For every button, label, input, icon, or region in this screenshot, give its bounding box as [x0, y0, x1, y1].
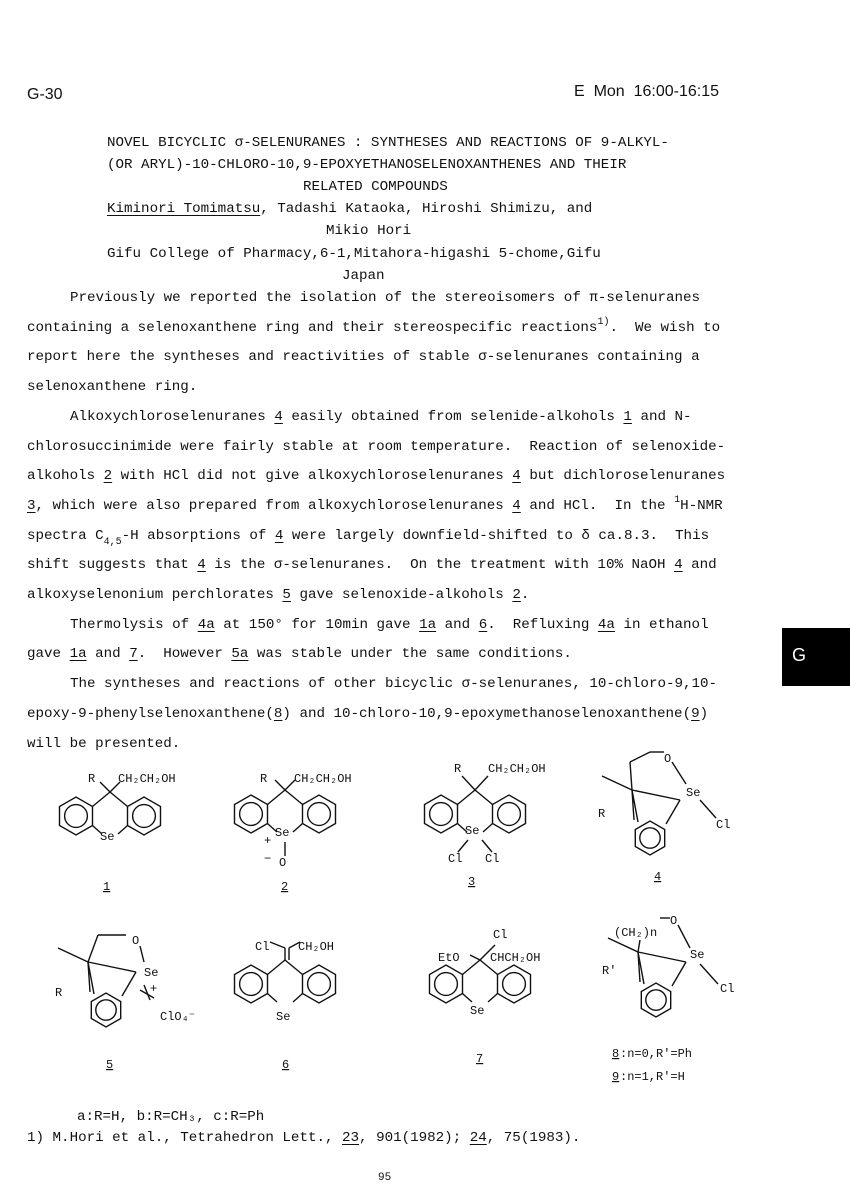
bond	[700, 964, 718, 984]
compound-ref: 2	[103, 468, 113, 485]
text-segment: and	[682, 557, 717, 574]
text-segment: . We wish to	[609, 319, 721, 336]
s1-se: Se	[100, 830, 115, 844]
bond	[110, 792, 128, 807]
bond	[482, 840, 492, 852]
text-segment: were largely downfield-shifted to δ ca.8.3. This	[283, 527, 710, 544]
bond	[293, 994, 303, 1003]
compound-ref: 1a	[69, 646, 87, 663]
bond	[58, 948, 88, 962]
s6-chain: CH₂OH	[298, 940, 335, 954]
reference-text: 1) M.Hori et al., Tetrahedron Lett.,	[27, 1130, 343, 1146]
text-segment: and HCl. In the	[520, 497, 675, 514]
text-segment: chlorosuccinimide were fairly stable at room temperature. Reaction of selenoxide-	[27, 438, 726, 455]
reference-text-3: , 75(1983).	[486, 1130, 581, 1146]
text-segment: and N-	[631, 408, 692, 425]
text-segment: spectra C	[27, 527, 104, 544]
bond	[462, 994, 472, 1003]
bond	[267, 960, 285, 975]
compound-ref: 4a	[597, 616, 615, 633]
bond	[672, 962, 686, 986]
bond	[630, 762, 632, 790]
s7-se: Se	[470, 1004, 485, 1018]
aromatic-circle	[646, 990, 666, 1010]
bond	[678, 925, 690, 948]
bond	[88, 962, 136, 972]
s2-o: O	[279, 856, 287, 870]
s1-r: R	[88, 772, 96, 786]
text-segment: 1)	[597, 316, 610, 328]
text-segment: -H absorptions of	[121, 527, 275, 544]
bond	[140, 946, 144, 962]
s2-se: Se	[275, 826, 290, 840]
bond	[475, 776, 488, 790]
compound-ref: 1a	[419, 616, 437, 633]
compound-ref: 4	[274, 527, 284, 544]
s5-anion: ClO₄⁻	[160, 1010, 196, 1024]
compound-ref: 4	[197, 557, 206, 574]
text-segment: alkoxyselenonium perchlorates	[27, 587, 283, 603]
text-segment: gave	[27, 646, 70, 663]
text-segment: Alkoxychloroselenuranes	[70, 408, 275, 425]
text-segment: easily obtained from selenide-alkohols	[282, 408, 624, 425]
s3-label: 3	[468, 875, 476, 889]
session-time: E Mon 16:00-16:15	[574, 83, 719, 100]
presenting-author: Kiminori Tomimatsu	[107, 201, 261, 217]
aromatic-circle	[133, 805, 156, 828]
s2-r: R	[260, 772, 268, 786]
reference-1	[27, 1130, 580, 1146]
text-segment: alkohols	[27, 468, 104, 485]
bond	[666, 800, 680, 824]
text-segment: but dichloroselenuranes	[520, 468, 726, 485]
s5-plus: +	[150, 982, 158, 996]
text-segment: at 150° for 10min gave	[214, 616, 420, 633]
bond	[602, 776, 632, 790]
aromatic-circle	[65, 805, 88, 828]
abstract-code: G-30	[27, 86, 63, 103]
text-segment: 4,5	[103, 536, 122, 548]
aromatic-circle	[308, 803, 331, 826]
text-segment: selenoxanthene ring.	[27, 379, 198, 396]
reference-text-2: , 901(1982);	[359, 1130, 470, 1146]
s3-cl2: Cl	[485, 852, 500, 866]
text-segment: . However	[137, 646, 232, 663]
compound-ref: 1	[623, 408, 632, 425]
bond	[483, 824, 493, 833]
affiliation-country: Japan	[342, 268, 385, 284]
s3-se: Se	[465, 824, 480, 838]
s5-se: Se	[144, 966, 159, 980]
s3-chain: CH₂CH₂OH	[488, 762, 546, 776]
bond	[285, 790, 303, 805]
text-segment: 1	[674, 494, 681, 506]
s89-r: R'	[602, 964, 617, 978]
s4-se: Se	[686, 786, 701, 800]
text-segment: Previously we reported the isolation of the stereoisomers of π-selenuranes	[70, 290, 701, 306]
aromatic-circle	[240, 973, 263, 996]
s9-definition: :n=1,R'=H	[620, 1070, 685, 1084]
text-segment: Thermolysis of	[70, 616, 198, 633]
text-segment: report here the syntheses and reactivities of stable σ-selenuranes containing a	[27, 349, 700, 366]
s9-label: 9	[612, 1070, 620, 1084]
section-tab-label: G	[792, 645, 807, 665]
compound-ref: 3	[27, 497, 36, 514]
bond	[638, 940, 640, 952]
s3-r: R	[454, 762, 462, 776]
s89-cl: Cl	[720, 982, 735, 996]
bond	[462, 776, 475, 790]
compound-ref: 4a	[197, 616, 215, 633]
s4-cl: Cl	[716, 818, 731, 832]
compound-ref: 9	[691, 705, 700, 722]
s2-label: 2	[281, 880, 289, 894]
bond	[270, 942, 285, 948]
text-segment: was stable under the same conditions.	[248, 646, 572, 663]
compound-ref: 4	[512, 468, 521, 485]
s3-cl1: Cl	[448, 852, 463, 866]
bond	[458, 840, 468, 852]
s89-o: O	[670, 914, 678, 928]
text-segment: , which were also prepared from alkoxychloroselenuranes	[35, 497, 513, 514]
author-last: Mikio Hori	[326, 223, 412, 239]
bond	[475, 790, 493, 805]
title-line-2: (OR ARYL)-10-CHLORO-10,9-EPOXYETHANOSELENOXANTHENES AND THEIR	[107, 157, 627, 173]
bond	[285, 960, 303, 975]
s2-plus: +	[264, 834, 272, 848]
s2-minus: −	[264, 852, 272, 866]
s5-label: 5	[106, 1058, 114, 1072]
bond	[267, 994, 277, 1003]
s5-r: R	[55, 986, 63, 1000]
compound-ref: 8	[273, 705, 283, 722]
s6-label: 6	[282, 1058, 290, 1072]
s8-label: 8	[612, 1047, 620, 1061]
s1-chain: CH₂CH₂OH	[118, 772, 176, 786]
aromatic-circle	[240, 803, 263, 826]
text-segment: shift suggests that	[27, 557, 198, 574]
co-authors: , Tadashi Kataoka, Hiroshi Shimizu, and	[260, 201, 593, 217]
text-segment: . Refluxing	[487, 616, 598, 633]
bond	[92, 792, 110, 807]
text-segment: H-NMR	[680, 497, 723, 514]
bond	[118, 826, 128, 835]
bond	[100, 782, 110, 792]
text-segment: with HCl did not give alkoxychloroselenuranes	[112, 468, 513, 485]
aromatic-circle	[640, 828, 660, 848]
bond	[275, 780, 285, 790]
bond	[632, 790, 634, 820]
title-line-3: RELATED COMPOUNDS	[303, 179, 448, 195]
bond	[488, 994, 498, 1003]
s5-o: O	[132, 934, 140, 948]
bond	[608, 938, 638, 952]
page-number: 95	[378, 1172, 392, 1184]
text-segment: ) and 10-chloro-10,9-epoxymethanoselenoxanthene(	[282, 705, 692, 722]
bond	[638, 952, 686, 962]
s7-label: 7	[476, 1052, 484, 1066]
s6-cl: Cl	[255, 940, 270, 954]
text-segment: )	[699, 705, 709, 722]
text-segment: and	[86, 646, 130, 663]
text-segment: containing a selenoxanthene ring and their stereospecific reactions	[27, 319, 598, 336]
text-segment: The syntheses and reactions of other bicyclic σ-selenuranes, 10-chloro-9,10-	[70, 676, 718, 693]
text-segment: gave selenoxide-alkohols	[290, 587, 513, 603]
bond	[122, 972, 136, 996]
bond	[267, 790, 285, 805]
compound-ref: 5	[282, 587, 291, 603]
text-segment: is the σ-selenuranes. On the treatment with 10% NaOH	[205, 557, 675, 574]
aromatic-circle	[498, 803, 521, 826]
compound-ref: 4	[512, 497, 521, 514]
s7-cl: Cl	[493, 928, 508, 942]
bond	[88, 935, 98, 962]
compound-ref: 5a	[231, 646, 249, 663]
bond	[88, 962, 90, 992]
s89-chain: (CH₂)n	[614, 926, 658, 940]
aromatic-circle	[503, 973, 526, 996]
text-segment: epoxy-9-phenylselenoxanthene(	[27, 705, 274, 722]
reference-volume-1: 23	[342, 1130, 360, 1146]
text-segment: in ethanol	[614, 616, 709, 633]
aromatic-circle	[308, 973, 331, 996]
bond	[293, 824, 303, 833]
compound-ref: 6	[478, 616, 488, 633]
compound-ref: 4	[674, 557, 683, 574]
aromatic-circle	[435, 973, 458, 996]
compound-ref: 7	[129, 646, 138, 663]
s4-label: 4	[654, 870, 662, 884]
compound-ref: 4	[274, 408, 283, 425]
s4-r: R	[598, 807, 606, 821]
s4-o: O	[664, 752, 672, 766]
bond	[630, 752, 650, 762]
text-segment: will be presented.	[27, 735, 181, 752]
bond	[638, 952, 640, 982]
s89-se: Se	[690, 948, 705, 962]
aromatic-circle	[96, 1000, 116, 1020]
bond	[700, 800, 716, 818]
s7-chain: CHCH₂OH	[490, 951, 541, 965]
text-segment: and	[436, 616, 479, 633]
reference-volume-2: 24	[469, 1130, 487, 1146]
s1-label: 1	[103, 880, 111, 894]
s8-definition: :n=0,R'=Ph	[620, 1047, 693, 1061]
compound-ref: 2	[512, 587, 521, 603]
bond	[672, 762, 686, 784]
s6-se: Se	[276, 1010, 291, 1024]
s7-eto: EtO	[438, 951, 460, 965]
aromatic-circle	[430, 803, 453, 826]
s2-chain: CH₂CH₂OH	[294, 772, 352, 786]
substituent-legend: a:R=H, b:R=CH₃, c:R=Ph	[77, 1109, 265, 1125]
text-segment: .	[520, 587, 530, 603]
bond	[470, 955, 480, 960]
title-line-1: NOVEL BICYCLIC σ-SELENURANES : SYNTHESES AND REACTIONS OF 9-ALKYL-	[107, 135, 669, 151]
bond	[632, 790, 680, 800]
affiliation: Gifu College of Pharmacy,6-1,Mitahora-higashi 5-chome,Gifu	[107, 246, 601, 262]
bond	[457, 790, 475, 805]
bond	[462, 960, 480, 975]
